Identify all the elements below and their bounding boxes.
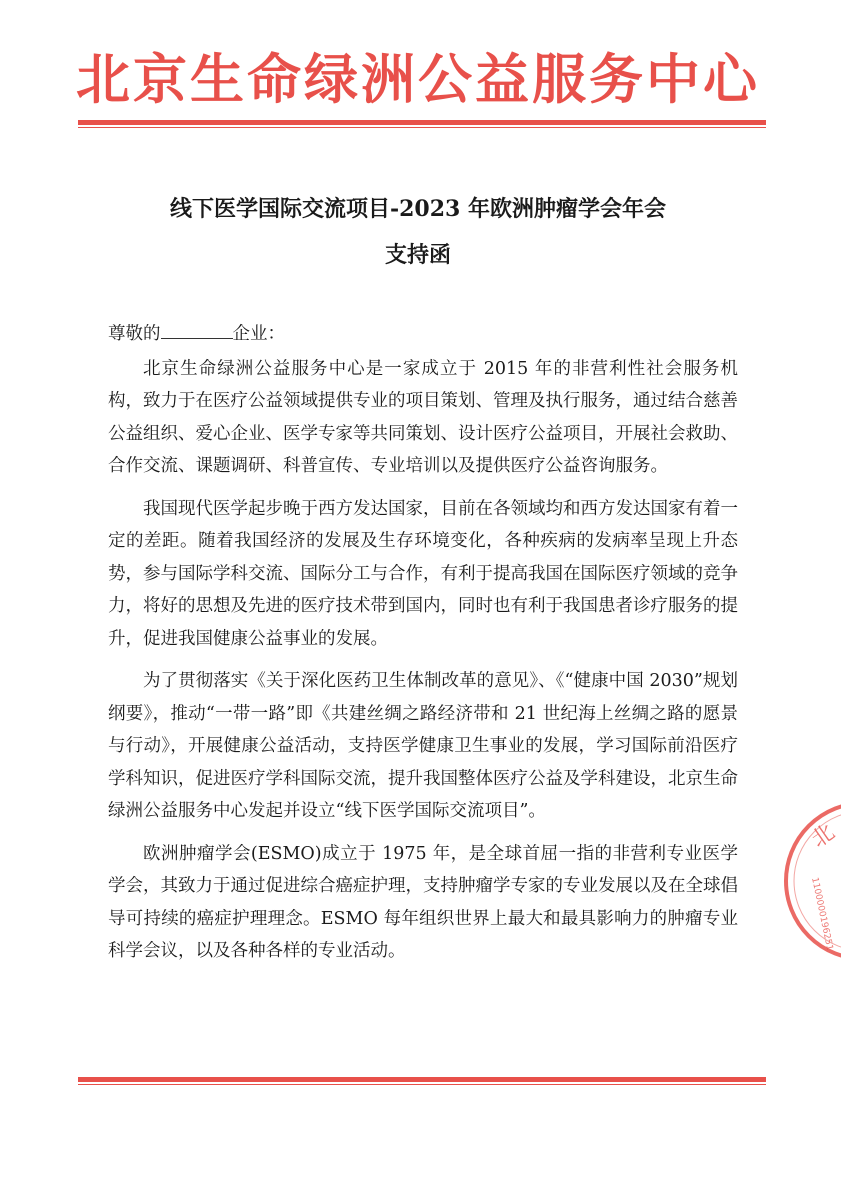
letterhead-org-name: 北京生命绿洲公益服务中心 <box>76 48 760 111</box>
letter-body <box>108 318 738 978</box>
official-seal-stamp <box>784 796 841 966</box>
seal-char: 北 <box>807 819 840 853</box>
footer-divider <box>78 1077 766 1085</box>
paragraph-intro: 北京生命绿洲公益服务中心是一家成立于 2015 年的非营利性社会服务机构，致力于在医疗公益领域提供专业的项目策划、管理及执行服务，通过结合慈善公益组织、爱心企业、医学专家等共同策划、设计医疗公益项目，开展社会救助、合作交流、课题调研、科普宣传、专业培训以及提供医疗公益咨询服务。 <box>108 358 738 476</box>
recipient-blank-line <box>161 318 233 339</box>
paragraph-policy: 为了贯彻落实《关于深化医药卫生体制改革的意见》、《“健康中国 2030”规划纲要》，推动“一带一路”即《共建丝绸之路经济带和 21 世纪海上丝绸之路的愿景与行动》，开展健康公益活动，支持医学健康卫生事业的发展，学习国际前沿医疗学科知识，促进医疗学科国际交流，提升我国整体医疗公益及学科建设，北京生命绿洲公益服务中心发起并设立“线下医学国际交流项目”。 <box>108 671 738 821</box>
salutation-prefix: 尊敬的 <box>108 324 161 344</box>
salutation-suffix: 企业： <box>232 324 285 344</box>
letterhead-divider-top <box>78 120 766 128</box>
letter-title-line1: 线下医学国际交流项目-2023 年欧洲肿瘤学会年会 <box>169 196 667 222</box>
seal-number: 1100000196251 <box>809 876 835 952</box>
paragraph-background: 我国现代医学起步晚于西方发达国家，目前在各领域均和西方发达国家有着一定的差距。随着我国经济的发展及生存环境变化，各种疾病的发病率呈现上升态势，参与国际学科交流、国际分工与合作，有利于提高我国在国际医疗领域的竞争力，将好的思想及先进的医疗技术带到国内，同时也有利于我国患者诊疗服务的提升，促进我国健康公益事业的发展。 <box>108 498 738 649</box>
letter-title-line2: 支持函 <box>384 242 451 268</box>
salutation <box>108 318 738 351</box>
paragraph-esmo: 欧洲肿瘤学会(ESMO)成立于 1975 年，是全球首屈一指的非营利专业医学学会，其致力于通过促进综合癌症护理，支持肿瘤学专家的专业发展以及在全球倡导可持续的癌症护理理念。ESMO 每年组织世界上最大和最具影响力的肿瘤专业科学会议，以及各种各样的专业活动。 <box>108 843 738 961</box>
